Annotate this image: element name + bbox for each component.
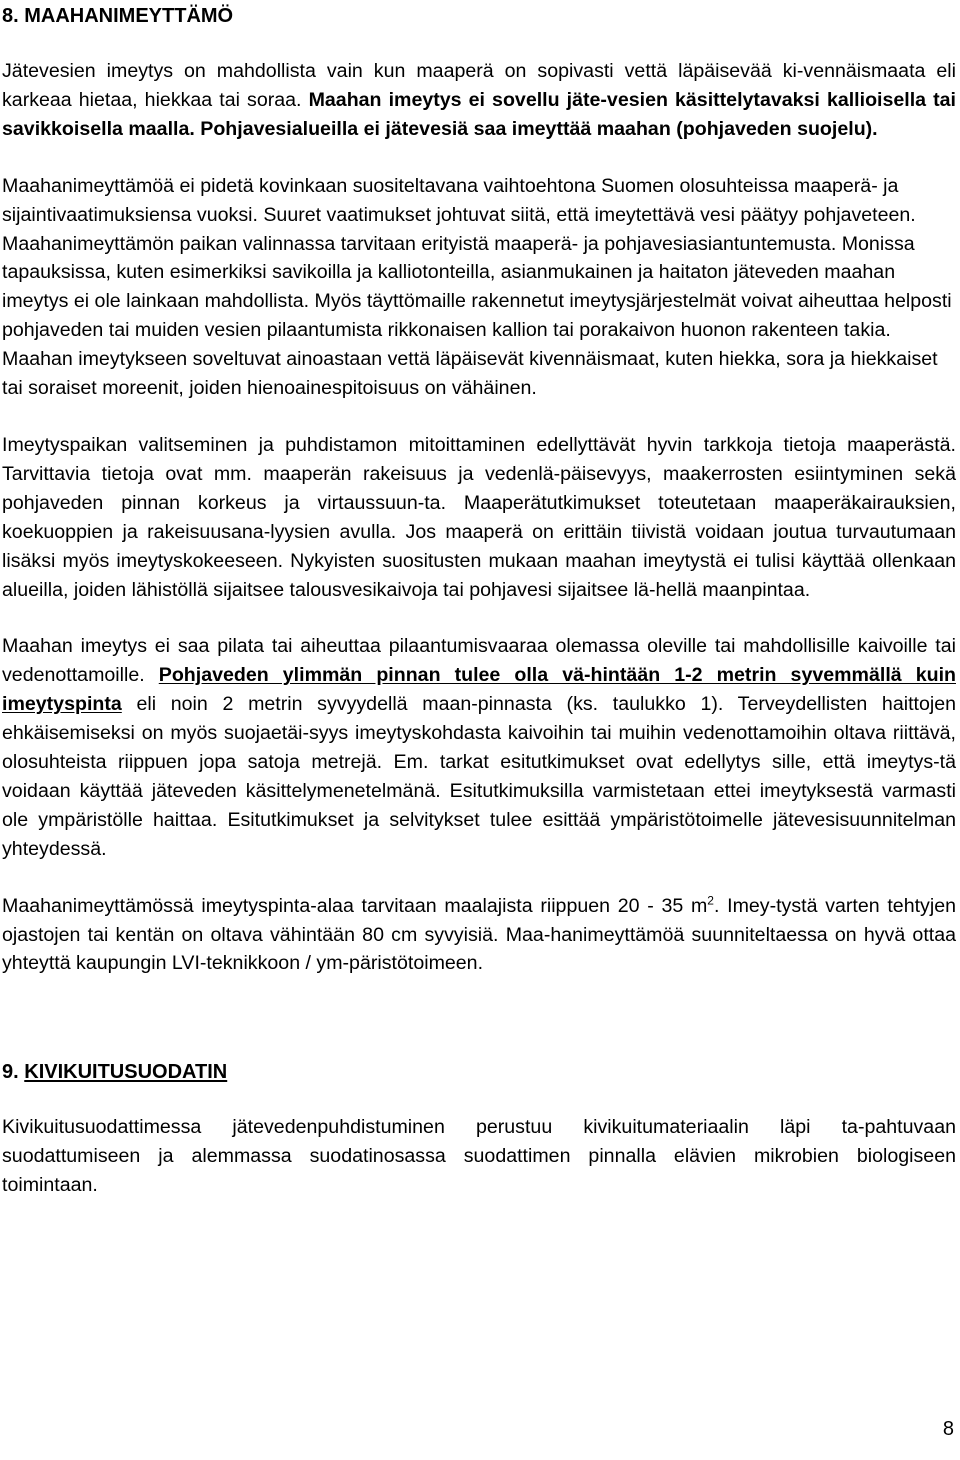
p5-after: . Imey-tystä varten tehtyjen ojastojen tai kentän on oltava vähintään 80 cm syvyisiä. Maa-hanimeyttämöä suunniteltaessa on hyvä ottaa yhteyttä kaupungin LVI-teknikkoon / ym-päristötoimeen. — [2, 894, 956, 975]
section-8-paragraph-2: Maahanimeyttämöä ei pidetä kovinkaan suositeltavana vaihtoehtona Suomen olosuhteissa maaperä- ja sijaintivaatimuksiensa vuoksi. Suuret vaatimukset johtuvat siitä, että imeytettävä vesi päätyy pohjaveteen. Maahanimeyttämön paikan valinnassa tarvitaan erityistä maaperä- ja pohjavesiasiantuntemusta. Monissa tapauksissa, kuten esimerkiksi savikoilla ja kalliotonteilla, asianmukainen ja haitaton jäteveden maahan imeytys ei ole lainkaan mahdollista. Myös täyttömaille rakennetut imeytysjärjestelmät voivat aiheuttaa helposti pohjaveden tai muiden vesien pilaantumista rikkonaisen kallion tai porakaivon huonon rakenteen takia. Maahan imeytykseen soveltuvat ainoastaan vettä läpäisevät kivennäismaat, kuten hiekka, sora ja hiekkaiset tai soraiset moreenit, joiden hienoainespitoisuus on vähäinen. — [2, 174, 952, 400]
p4-before: Maahan imeytys ei saa pilata tai aiheuttaa pilaantumisvaaraa olemassa oleville tai mahdollisille kaivoille tai vedenottamoille. — [2, 635, 956, 687]
p4-after: eli noin 2 metrin syvyydellä maan-pinnasta (ks. taulukko 1). Terveydellisten haittojen ehkäisemiseksi on myös suojaetäi-syys imeytyskohdasta kaivoihin tai muihin vedenottamoihin oltava riittävä, olosuhteista riippuen jopa satoja metrejä. Em. tarkat esitutkimukset ovat edellytys sille, että imeytys-tä voidaan käyttää jäteveden käsittelymenetelmänä. Esitutkimuksilla varmistetaan ettei imeytyksestä varmasti ole ympäristölle haittaa. Esitutkimukset ja selvitykset tulee esittää ympäristötoimelle jätevesisuunnitelman yhteydessä. — [2, 693, 956, 860]
section-8-number: 8. — [2, 5, 19, 27]
page-number: 8 — [942, 1418, 954, 1440]
section-8-title: MAAHANIMEYTTÄMÖ — [24, 5, 234, 27]
section-9-heading — [2, 1058, 956, 1086]
p1-sentence-1: Jätevesien imeytys on mahdollista vain kun maaperä on sopivasti vettä läpäisevää ki-vennäismaata eli karkeaa hietaa, hiekkaa tai soraa. — [2, 60, 956, 111]
section-9-number: 9. — [2, 1061, 19, 1084]
p1-sentence-3-bold: Pohjavesialueilla ei jätevesiä saa imeyttää maahan (pohjaveden suojelu). — [200, 117, 878, 140]
p5-superscript: 2 — [707, 893, 714, 908]
section-8-paragraph-1 — [2, 57, 956, 144]
section-9-paragraph-1: Kivikuitusuodattimessa jätevedenpuhdistuminen perustuu kivikuitumateriaalin läpi ta-pahtuvaan suodattumiseen ja alemmassa suodatinosassa suodattimen pinnalla elävien mikrobien biologiseen toimintaan. — [2, 1116, 956, 1197]
section-9-title: KIVIKUITUSUODATIN — [24, 1061, 228, 1084]
section-8-paragraph-4 — [2, 632, 956, 863]
section-8-heading — [2, 2, 956, 30]
p1-sentence-2-bold: Maahan imeytys ei sovellu jäte-vesien käsittelytavaksi kallioisella tai savikkoisella maalla. — [2, 88, 956, 140]
p4-emphasis-underlined: Pohjaveden ylimmän pinnan tulee olla vä-hintään 1-2 metrin syvemmällä kuin imeytyspinta — [2, 664, 956, 716]
p5-before: Maahanimeyttämössä imeytyspinta-alaa tarvitaan maalajista riippuen 20 - 35 m — [2, 894, 708, 917]
section-8-paragraph-5 — [2, 892, 956, 979]
section-8-paragraph-3: Imeytyspaikan valitseminen ja puhdistamon mitoittaminen edellyttävät hyvin tarkkoja tietoja maaperästä. Tarvittavia tietoja ovat mm. maaperän rakeisuus ja vedenlä-päisevyys, maakerrosten esiintyminen sekä pohjaveden pinnan korkeus ja virtaussuun-ta. Maaperätutkimukset toteutetaan maaperäkairauksien, koekuoppien ja rakeisuusana-lyysien avulla. Jos maaperä on erittäin tiivistä voidaan joutua turvautumaan lisäksi myös imeytyskokeeseen. Nykyisten suositusten mukaan maahan imeytystä ei tulisi käyttää ollenkaan alueilla, joiden lähistöllä sijaitsee talousvesikaivoja tai pohjavesi sijaitsee lä-hellä maanpintaa. — [2, 433, 956, 601]
page-content — [2, 0, 956, 1200]
